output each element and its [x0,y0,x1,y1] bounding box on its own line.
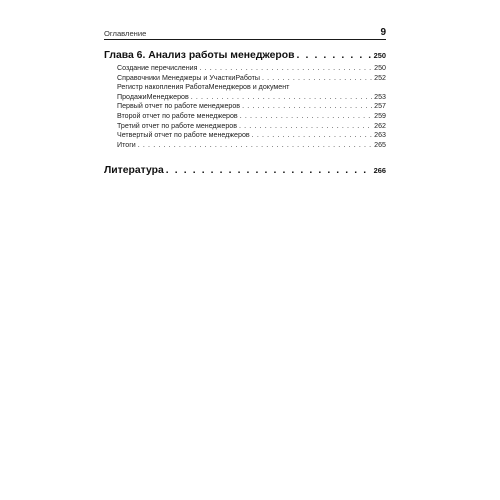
dot-leader [199,64,372,74]
entry-title-line1: Регистр накопления РаботаМенеджеров и документ [117,83,290,92]
running-head [104,24,386,40]
entry-page: 259 [374,111,386,120]
entry-title-line2: ПродажиМенеджеров [117,92,189,101]
entry-page: 263 [374,131,386,140]
chapter-6-entries [104,64,386,150]
entry-title: Создание перечисления [117,64,198,72]
running-head-section: Оглавление [104,29,147,38]
entry-title: Справочники Менеджеры и УчасткиРаботы [117,73,261,82]
dot-leader [138,141,372,151]
toc-entry[interactable] [117,131,386,141]
toc-entry-continuation [117,93,386,103]
chapter-title: Глава 6. Анализ работы менеджеров [104,50,295,61]
toc-chapter-6[interactable] [104,50,386,61]
toc-page [104,24,386,176]
dot-leader [242,102,372,112]
chapter-page: 250 [373,51,386,60]
page-number: 9 [380,27,386,38]
toc-entry[interactable] [117,122,386,132]
entry-title: Третий отчет по работе менеджеров [117,121,238,130]
dot-leader [239,122,372,132]
entry-page: 262 [374,121,386,130]
literature-title: Литература [104,165,164,177]
entry-page: 257 [374,102,386,111]
literature-page: 266 [373,166,386,176]
entry-page: 253 [374,92,386,101]
toc-entry[interactable] [117,83,386,102]
entry-page: 252 [374,73,386,82]
dot-leader [297,50,372,61]
entry-title: Первый отчет по работе менеджеров [117,102,241,111]
dot-leader [262,74,372,84]
entry-title: Итоги [117,140,136,149]
entry-title: Второй отчет по работе менеджеров [117,111,238,120]
toc-entry[interactable] [117,102,386,112]
entry-page: 250 [374,64,386,72]
toc-entry[interactable] [117,74,386,84]
entry-title: Четвертый отчет по работе менеджеров [117,131,250,140]
dot-leader [240,112,372,122]
dot-leader [252,131,372,141]
toc-literature[interactable] [104,165,386,176]
dot-leader [191,93,372,103]
toc-entry[interactable] [117,112,386,122]
toc-entry[interactable] [117,141,386,151]
dot-leader [166,165,372,176]
toc-entry[interactable] [117,64,386,74]
entry-page: 265 [374,140,386,149]
